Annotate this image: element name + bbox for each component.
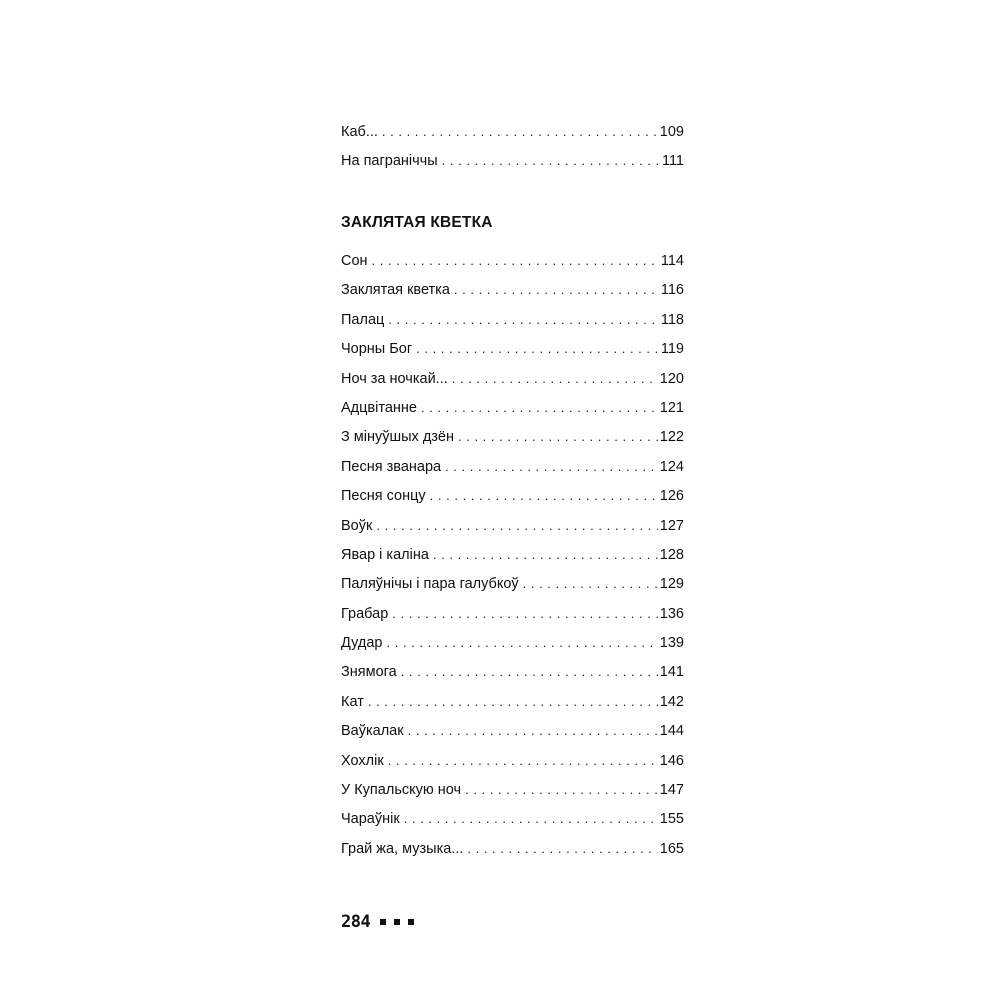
toc-entry-page: 146	[659, 752, 684, 769]
toc-entry-title: Сон	[341, 253, 368, 269]
dot-leader	[388, 746, 658, 775]
toc-entry	[341, 628, 684, 657]
dot-leader	[408, 716, 658, 745]
toc-entry-page: 129	[659, 576, 684, 593]
page-footer	[341, 912, 414, 932]
toc-entry-title: Знямога	[341, 664, 397, 681]
toc-entry	[341, 334, 684, 363]
toc-entry	[341, 511, 684, 540]
dot-leader	[376, 511, 657, 540]
toc-section-list	[341, 246, 684, 863]
toc-entry-page: 142	[659, 693, 684, 710]
toc-entry-title: Ноч за ночкай...	[341, 370, 448, 387]
toc-entry	[341, 687, 684, 716]
toc-entry	[341, 393, 684, 422]
toc-entry	[341, 481, 684, 510]
dot-leader	[416, 334, 659, 363]
square-bullet-icon	[394, 919, 400, 925]
toc-entry-title: Песня сонцу	[341, 488, 426, 505]
toc-entry-title: Чараўнiк	[341, 811, 400, 828]
toc-entry-page: 139	[659, 635, 684, 652]
dot-leader	[421, 393, 658, 422]
toc-entry-title: Каб...	[341, 124, 378, 140]
toc-entry	[341, 746, 684, 775]
square-bullet-icon	[408, 919, 414, 925]
dot-leader	[467, 834, 657, 863]
toc-entry-page: 119	[660, 341, 684, 358]
dot-leader	[458, 422, 658, 451]
toc-entry	[341, 305, 684, 334]
page-number: 284	[341, 912, 371, 932]
toc-entry-title: Паляўнiчы i пара галубкоў	[341, 576, 519, 593]
toc-entry-title: Кат	[341, 693, 364, 710]
dot-leader	[387, 628, 658, 657]
toc-entry	[341, 569, 684, 598]
toc-entry-page: 144	[659, 723, 684, 740]
toc-entry	[341, 364, 684, 393]
dot-leader	[445, 452, 658, 481]
toc-entry-title: Хохлiк	[341, 752, 384, 769]
toc-entry	[341, 275, 684, 304]
dot-leader	[523, 569, 658, 598]
toc-entry	[341, 117, 684, 146]
toc-entry-page: 121	[659, 399, 684, 416]
toc-entry	[341, 452, 684, 481]
footer-ornament	[380, 919, 414, 925]
toc-entry-title: Адцвiтанне	[341, 399, 417, 416]
dot-leader	[430, 481, 658, 510]
toc-entry	[341, 422, 684, 451]
toc-entry-title: Ваўкалак	[341, 723, 404, 740]
toc-entry-page: 111	[661, 153, 684, 170]
dot-leader	[401, 657, 658, 686]
toc-entry	[341, 540, 684, 569]
toc-entry-title: Песня званара	[341, 458, 442, 475]
toc-entry-page: 120	[659, 370, 684, 387]
dot-leader	[392, 599, 658, 628]
toc-entry-page: 136	[659, 605, 684, 622]
toc-entry-page: 109	[659, 124, 684, 140]
dot-leader	[465, 775, 658, 804]
dot-leader	[382, 117, 658, 146]
toc-top-list	[341, 117, 684, 176]
toc-entry	[341, 599, 684, 628]
toc-entry-page: 147	[659, 782, 684, 799]
toc-entry	[341, 146, 684, 175]
toc-entry-title: Дудар	[341, 635, 383, 652]
toc-entry-page: 122	[659, 429, 684, 446]
toc-entry	[341, 804, 684, 833]
dot-leader	[404, 804, 658, 833]
square-bullet-icon	[380, 919, 386, 925]
toc-entry	[341, 834, 684, 863]
toc-entry	[341, 657, 684, 686]
toc-entry-page: 155	[659, 811, 684, 828]
toc-entry-title: Воўк	[341, 517, 373, 534]
toc-entry	[341, 716, 684, 745]
toc-entry-title: З мiнуўшых дзён	[341, 429, 454, 446]
toc-entry-title: Чорны Бог	[341, 341, 413, 358]
toc-entry-page: 116	[660, 282, 684, 299]
toc-entry-title: Грабар	[341, 605, 389, 622]
dot-leader	[452, 364, 658, 393]
toc-entry-page: 118	[660, 311, 684, 328]
dot-leader	[368, 687, 658, 716]
toc-entry-page: 126	[659, 488, 684, 505]
toc-entry-title: На пагранiччы	[341, 153, 438, 170]
toc-entry-title: Палац	[341, 311, 385, 328]
toc-entry-page: 165	[659, 840, 684, 857]
dot-leader	[442, 146, 660, 175]
toc-entry-title: У Купальскую ноч	[341, 782, 462, 799]
dot-leader	[372, 246, 659, 275]
section-heading: ЗАКЛЯТАЯ КВЕТКА	[341, 214, 493, 231]
toc-entry-page: 141	[659, 664, 684, 681]
toc-entry-page: 114	[660, 253, 684, 269]
toc-entry-title: Грай жа, музыка...	[341, 840, 464, 857]
dot-leader	[388, 305, 659, 334]
toc-entry	[341, 246, 684, 275]
dot-leader	[454, 275, 659, 304]
toc-entry-page: 128	[659, 546, 684, 563]
toc-entry-page: 127	[659, 517, 684, 534]
toc-entry-title: Явар i калiна	[341, 546, 429, 563]
toc-entry-title: Заклятая кветка	[341, 282, 450, 299]
toc-entry-page: 124	[659, 458, 684, 475]
dot-leader	[433, 540, 658, 569]
toc-entry	[341, 775, 684, 804]
